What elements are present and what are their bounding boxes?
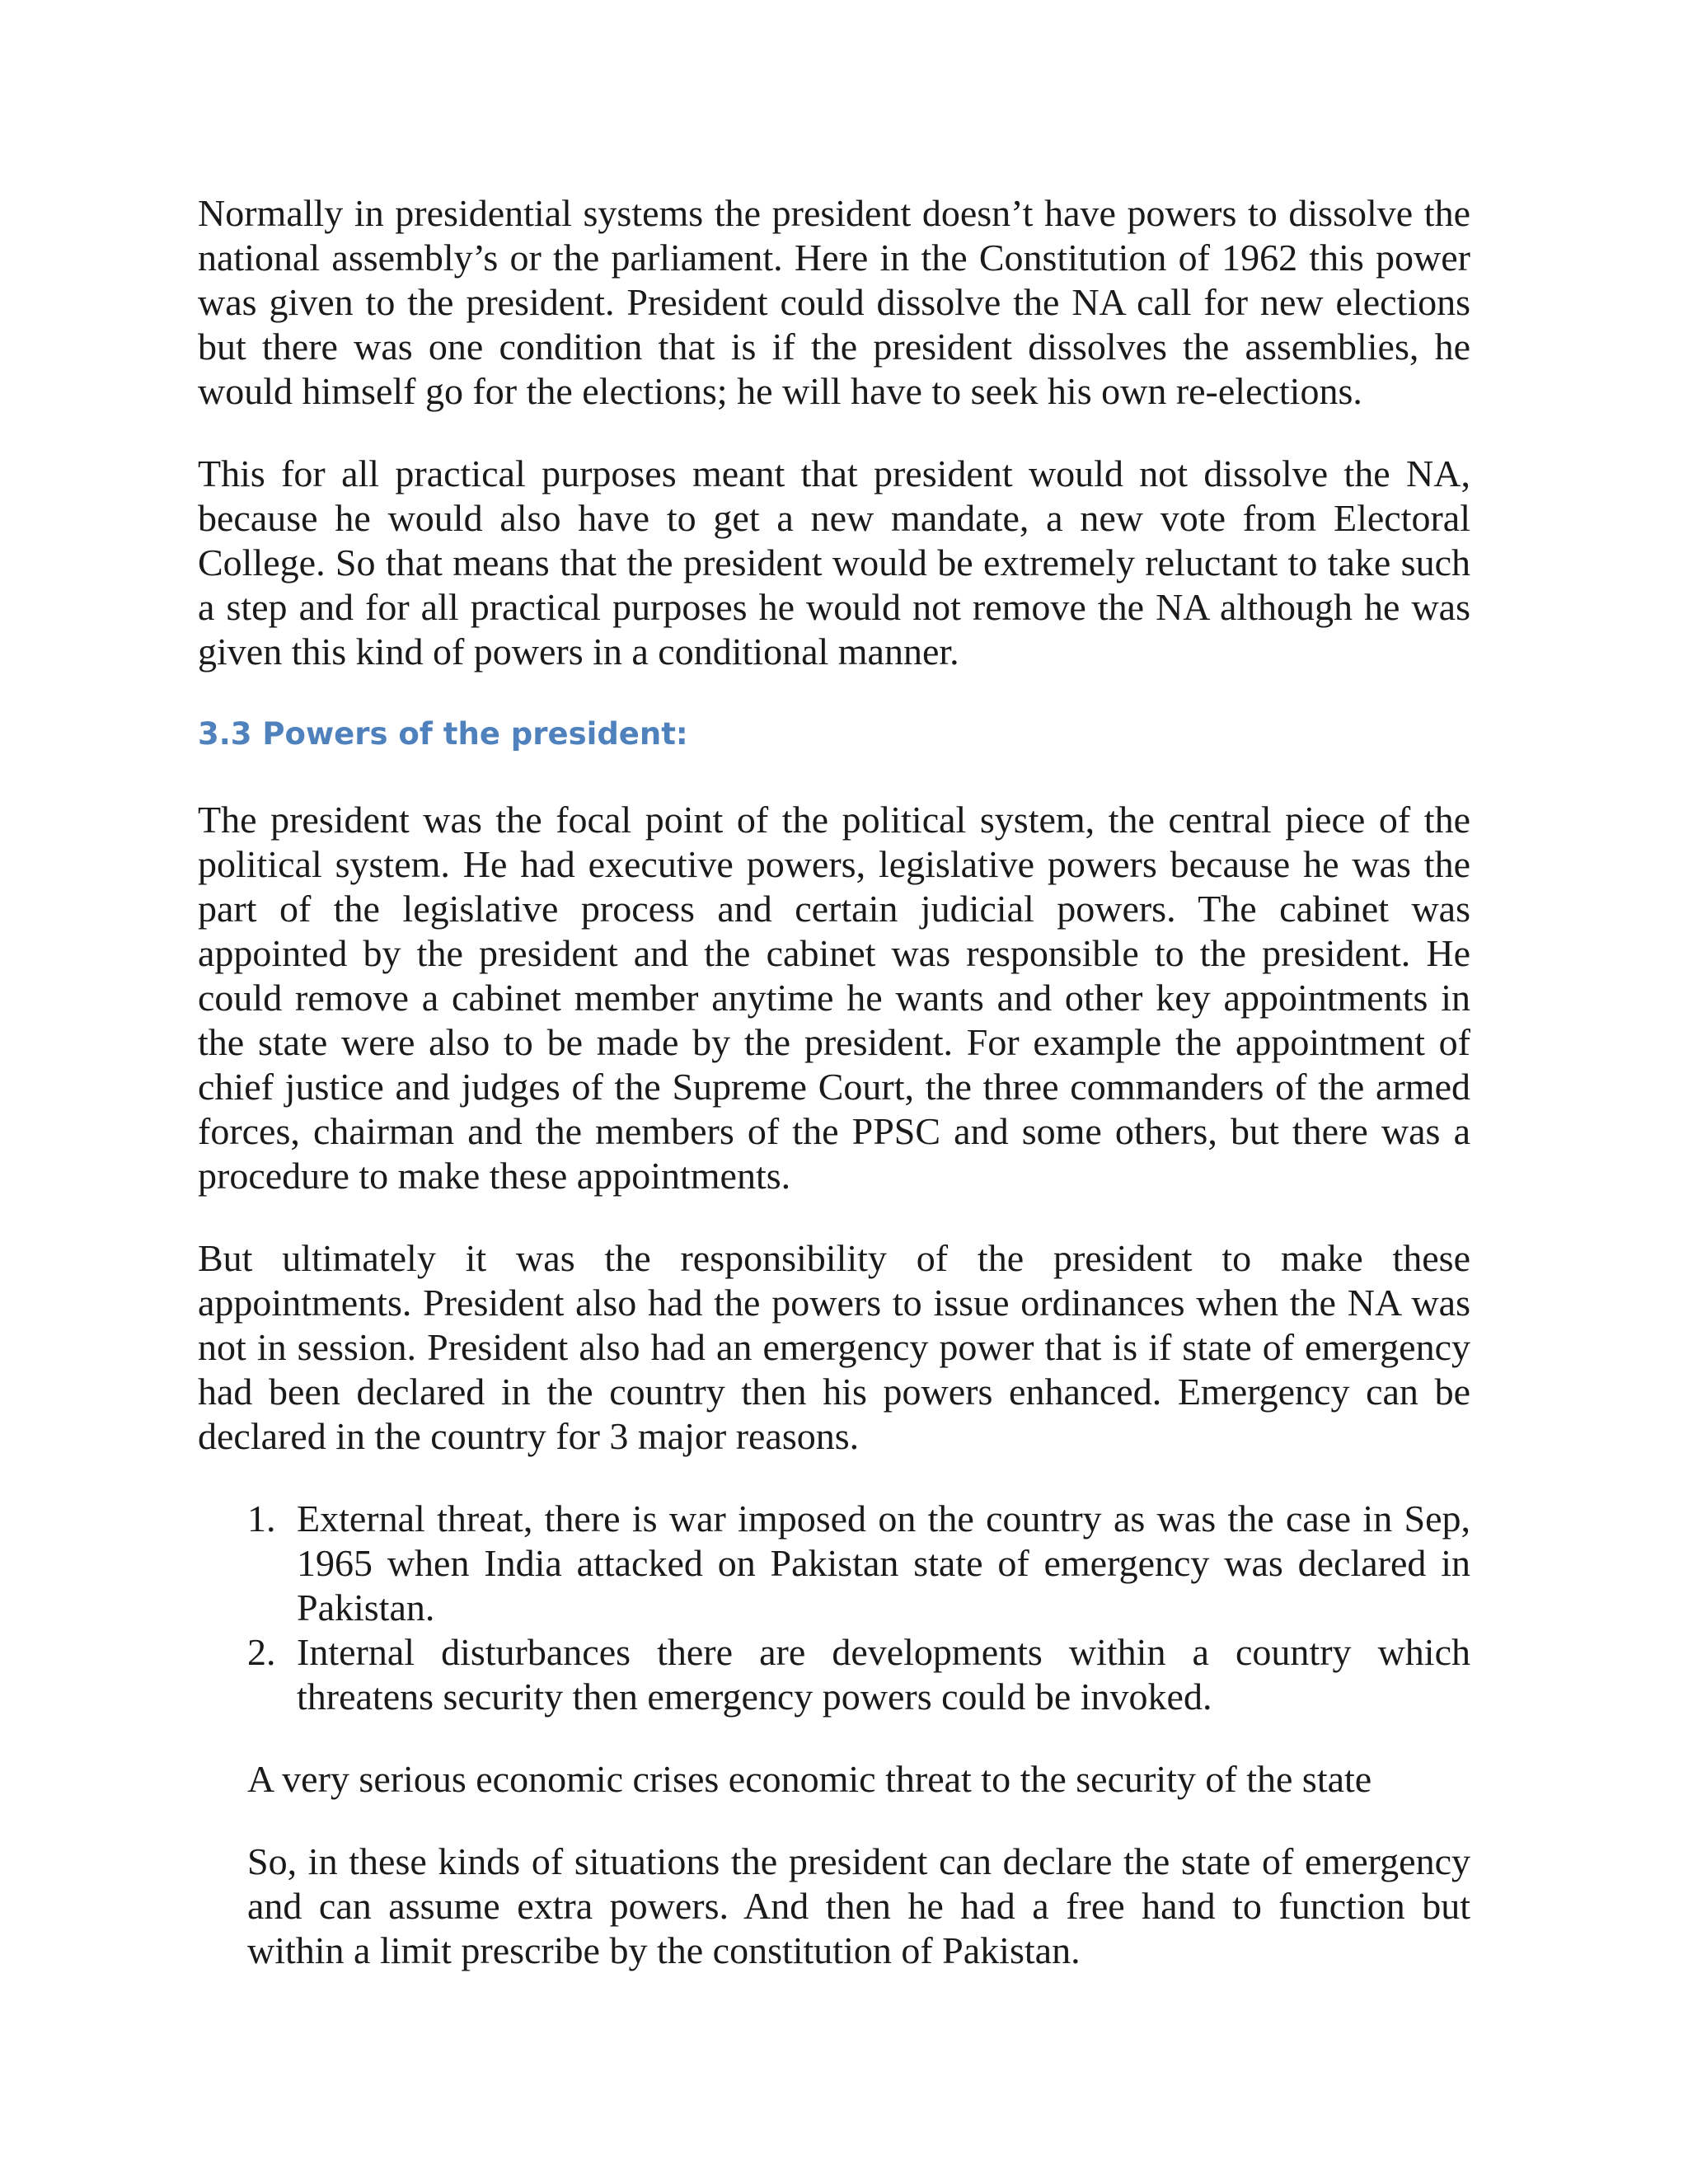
list-item bbox=[247, 1630, 1470, 1719]
document-page bbox=[198, 191, 1470, 2011]
paragraph-dissolution-power: Normally in presidential systems the president doesn’t have powers to dissolve the national assembly’s or the parliament. Here in the Constitution of 1962 this power was given to the president. President could dissolve the NA call for new elections but there was one condition that is if the president dissolves the assemblies, he would himself go for the elections; he will have to seek his own re-elections. bbox=[198, 192, 1470, 412]
list-item-number: 1. bbox=[247, 1497, 276, 1540]
paragraph-practical-purposes: This for all practical purposes meant that president would not dissolve the NA, because he would also have to get a new mandate, a new vote from Electoral College. So that means that the president would be extremely reluctant to take such a step and for all practical purposes he would not remove the NA although he was given this kind of powers in a conditional manner. bbox=[198, 452, 1470, 673]
list-item-number: 2. bbox=[247, 1631, 276, 1673]
section-heading-powers-of-president: 3.3 Powers of the president: bbox=[198, 716, 688, 752]
emergency-reasons-list bbox=[198, 1497, 1470, 1719]
paragraph-focal-point: The president was the focal point of the political system, the central piece of the political system. He had executive powers, legislative powers because he was the part of the legislative process and certain judicial powers. The cabinet was appointed by the president and the cabinet was responsible to the president. He could remove a cabinet member anytime he wants and other key appointments in the state were also to be made by the president. For example the appointment of chief justice and judges of the Supreme Court, the three commanders of the armed forces, chairman and the members of the PPSC and some others, but there was a procedure to make these appointments. bbox=[198, 799, 1470, 1197]
paragraph-situations: So, in these kinds of situations the president can declare the state of emergency and can assume extra powers. And then he had a free hand to function but within a limit prescribe by the constitution of Pakistan. bbox=[247, 1840, 1470, 1971]
paragraph-economic-threat: A very serious economic crises economic threat to the security of the state bbox=[247, 1758, 1372, 1800]
list-item bbox=[247, 1497, 1470, 1630]
paragraph-ultimately: But ultimately it was the responsibility of the president to make these appointments. President also had the powers to issue ordinances when the NA was not in session. President also had an emergency power that is if state of emergency had been declared in the country then his powers enhanced. Emergency can be declared in the country for 3 major reasons. bbox=[198, 1237, 1470, 1457]
list-item-text: External threat, there is war imposed on the country as was the case in Sep, 1965 when India attacked on Pakistan state of emergency was declared in Pakistan. bbox=[297, 1497, 1470, 1629]
list-item-text: Internal disturbances there are developments within a country which threatens security then emergency powers could be invoked. bbox=[297, 1631, 1470, 1718]
